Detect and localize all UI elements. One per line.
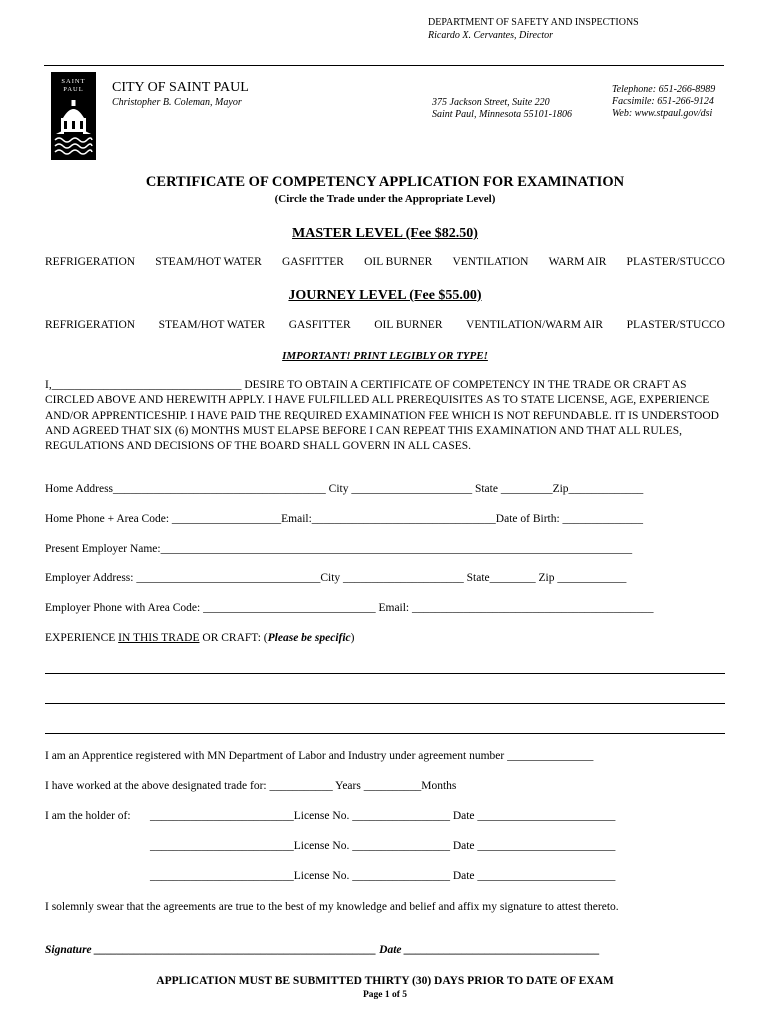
home-address-field[interactable]: Home Address_____________________________________ City _____________________ State _________Zip_____________ [45,483,644,495]
journey-trade-ventilation-warm-air[interactable]: VENTILATION/WARM AIR [466,319,604,331]
master-trade-plaster-stucco[interactable]: PLASTER/STUCCO [626,256,725,268]
experience-line-2[interactable] [45,703,725,704]
master-trade-warm-air[interactable]: WARM AIR [548,256,607,268]
address-line-1: 375 Jackson Street, Suite 220 [432,97,550,108]
journey-trade-steam-hot-water[interactable]: STEAM/HOT WATER [158,319,266,331]
form-subtitle: (Circle the Trade under the Appropriate Level) [274,193,496,205]
facsimile: Facsimile: 651-266-9124 [612,96,714,107]
mayor-name: Christopher B. Coleman, Mayor [112,97,242,108]
form-title: CERTIFICATE OF COMPETENCY APPLICATION FOR EXAMINATION [145,174,625,190]
journey-trade-refrigeration[interactable]: REFRIGERATION [45,319,136,331]
page-number: Page 1 of 5 [362,990,408,1000]
journey-trade-gasfitter[interactable]: GASFITTER [288,319,351,331]
website: Web: www.stpaul.gov/dsi [612,108,713,119]
svg-text:PAUL: PAUL [63,86,84,93]
submission-notice: APPLICATION MUST BE SUBMITTED THIRTY (30) DAYS PRIOR TO DATE OF EXAM [156,975,614,987]
master-trade-refrigeration[interactable]: REFRIGERATION [45,256,136,268]
home-phone-field[interactable]: Home Phone + Area Code: ___________________Email:________________________________Date of Birth: ______________ [45,513,644,525]
years-worked-field[interactable]: I have worked at the above designated trade for: ___________ Years __________Months [45,780,457,792]
header-divider [44,65,724,66]
contact-info [612,84,715,120]
department-header [428,16,639,42]
employer-phone-field[interactable]: Employer Phone with Area Code: ______________________________ Email: __________________________________________ [45,602,654,614]
experience-line-3[interactable] [45,733,725,734]
important-notice: IMPORTANT! PRINT LEGIBLY OR TYPE! [282,350,488,362]
director-name: Ricardo X. Cervantes, Director [428,30,554,41]
present-employer-field[interactable]: Present Employer Name:__________________________________________________________________________________ [45,543,633,555]
master-trade-steam-hot-water[interactable]: STEAM/HOT WATER [155,256,262,268]
employer-address-field[interactable]: Employer Address: ________________________________City _____________________ State________ Zip ____________ [45,572,627,584]
experience-emphasis: Please be specific [267,632,351,644]
master-trade-ventilation[interactable]: VENTILATION [452,256,529,268]
master-level-heading: MASTER LEVEL (Fee $82.50) [292,226,478,241]
experience-middle: OR CRAFT: ( [199,632,268,644]
master-trade-gasfitter[interactable]: GASFITTER [281,256,344,268]
license-row-2[interactable]: _________________________License No. _________________ Date ________________________ [150,840,616,852]
experience-underlined: IN THIS TRADE [118,632,200,644]
license-row-3[interactable]: _________________________License No. _________________ Date ________________________ [150,870,616,882]
master-trade-oil-burner[interactable]: OIL BURNER [364,256,433,268]
department-name: DEPARTMENT OF SAFETY AND INSPECTIONS [428,17,639,28]
experience-prefix: EXPERIENCE [45,632,119,644]
experience-line-1[interactable] [45,673,725,674]
journey-level-heading: JOURNEY LEVEL (Fee $55.00) [288,288,482,303]
telephone: Telephone: 651-266-8989 [612,84,716,95]
address-line-2: Saint Paul, Minnesota 55101-1806 [432,109,572,120]
journey-trade-oil-burner[interactable]: OIL BURNER [374,319,443,331]
svg-text:SAINT: SAINT [61,78,86,85]
master-trades-list [45,256,725,268]
experience-suffix: ) [350,632,355,644]
declaration-paragraph: I,_________________________________ DESIRE TO OBTAIN A CERTIFICATE OF COMPETENCY IN THE TRADE OR CRAFT AS CIRCLED ABOVE AND HEREWITH APPLY. I HAVE FULFILLED ALL PREREQUISITES AS TO STATE LICENSE, AGE, EXPERIENCE AND/OR APPRENTICESHIP. I HAVE PAID THE REQUIRED EXAMINATION FEE WHICH IS NOT REFUNDABLE. IT IS UNDERSTOOD AND AGREED THAT SIX (6) MONTHS MUST ELAPSE BEFORE I CAN REPEAT THIS EXAMINATION AND THAT ALL RULES, REGULATIONS AND DECISIONS OF THE BOARD SHALL GOVERN IN ALL CASES. [45,379,719,453]
office-address [432,97,572,121]
journey-trade-plaster-stucco[interactable]: PLASTER/STUCCO [626,319,725,331]
oath-statement: I solemnly swear that the agreements are true to the best of my knowledge and belief and affix my signature to attest thereto. [45,901,619,913]
license-row-1[interactable]: _________________________License No. _________________ Date ________________________ [150,810,616,822]
city-seal-logo [51,72,96,160]
signature-field[interactable]: Signature _________________________________________________ Date __________________________________ [45,944,600,956]
experience-label [45,632,725,644]
journey-trades-list [45,319,725,331]
apprentice-field[interactable]: I am an Apprentice registered with MN Department of Labor and Industry under agreement number _______________ [45,750,594,762]
city-name: CITY OF SAINT PAUL [112,80,249,95]
holder-label: I am the holder of: [45,810,131,822]
